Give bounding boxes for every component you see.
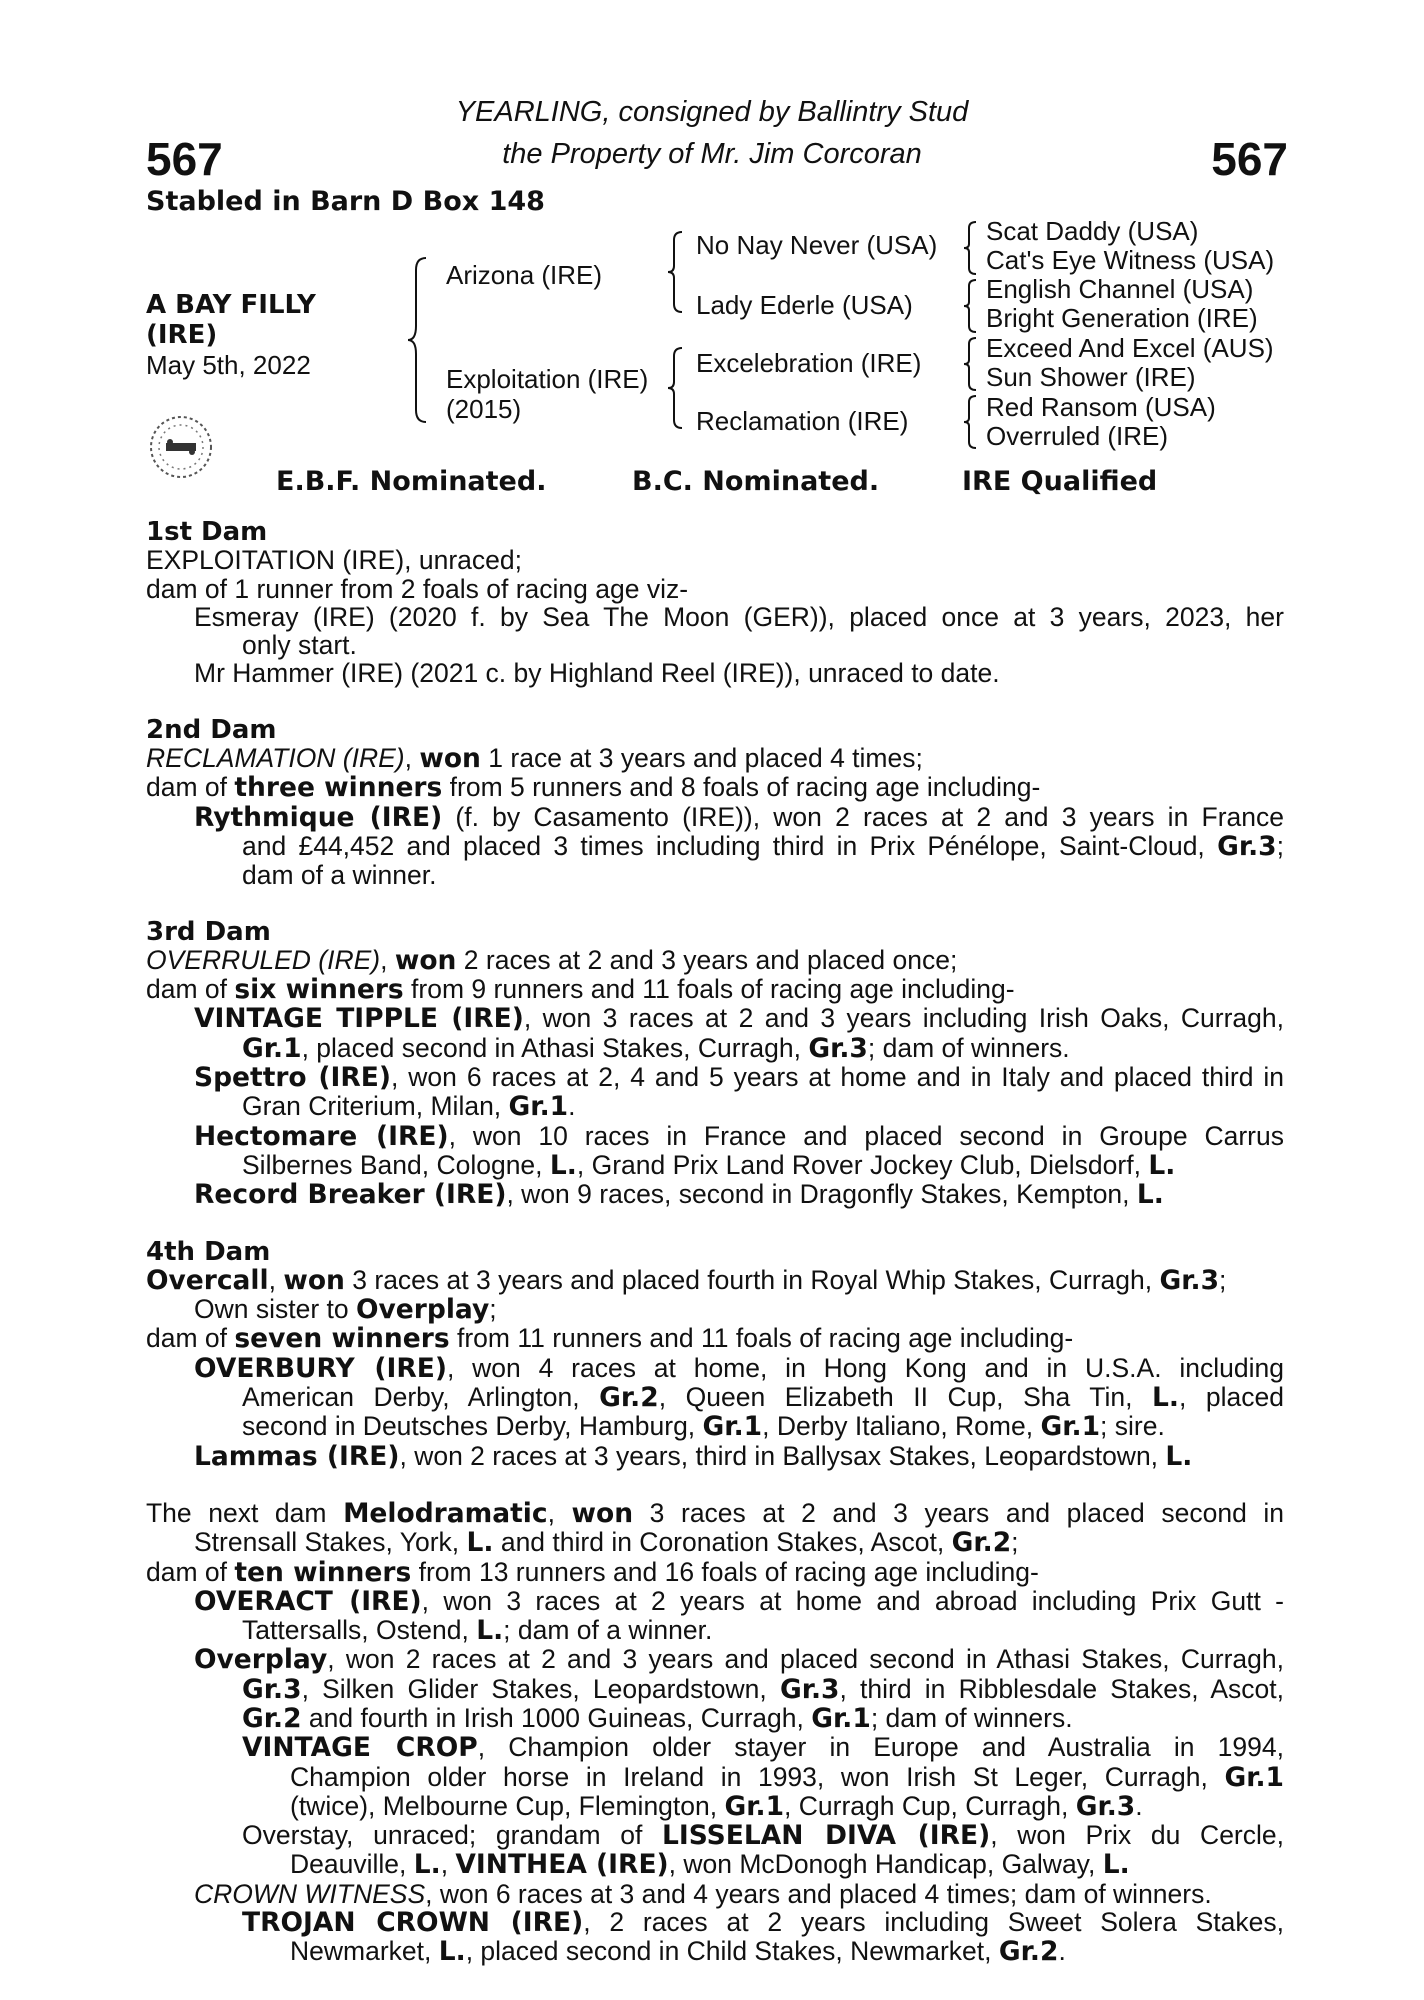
- dam1-line: EXPLOITATION (IRE), unraced;: [146, 545, 523, 576]
- next-dam-line: VINTAGE CROP, Champion older stayer in Europe and Australia in 1994,: [242, 1732, 1284, 1764]
- pedigree-gen3-8: Overruled (IRE): [986, 421, 1169, 451]
- dam1-heading: 1st Dam: [146, 517, 268, 547]
- pedigree-gen2-2: Lady Ederle (USA): [696, 290, 913, 320]
- dam2-heading: 2nd Dam: [146, 714, 277, 745]
- pedigree-brace-gen3-4: [960, 394, 980, 450]
- pedigree-gen3-2: Cat's Eye Witness (USA): [986, 245, 1275, 275]
- next-dam-line: Newmarket, L., placed second in Child Stakes, Newmarket, Gr.2.: [290, 1936, 1066, 1968]
- pedigree-gen2-4: Reclamation (IRE): [696, 406, 909, 436]
- dam4-line: Own sister to Overplay;: [194, 1294, 497, 1326]
- dam3-line: VINTAGE TIPPLE (IRE), won 3 races at 2 and 3 years including Irish Oaks, Curragh,: [194, 1003, 1284, 1035]
- pedigree-brace-gen3-1: [960, 220, 980, 276]
- next-dam-line: Champion older horse in Ireland in 1993, won Irish St Leger, Curragh, Gr.1: [290, 1761, 1284, 1793]
- dam3-heading: 3rd Dam: [146, 916, 271, 947]
- next-dam-line: The next dam Melodramatic, won 3 races at 2 and 3 years and placed second in: [146, 1497, 1285, 1529]
- next-dam-line: Overplay, won 2 races at 2 and 3 years and placed second in Athasi Stakes, Curragh,: [194, 1644, 1284, 1676]
- pedigree-gen2-1: No Nay Never (USA): [696, 230, 938, 260]
- pedigree-gen2-3: Excelebration (IRE): [696, 348, 922, 378]
- dam4-line: Overcall, won 3 races at 3 years and placed fourth in Royal Whip Stakes, Curragh, Gr.3;: [146, 1264, 1227, 1296]
- pedigree-brace-main: [404, 256, 434, 424]
- dam-foaling-year: (2015): [446, 394, 522, 424]
- stabled-location: Stabled in Barn D Box 148: [146, 186, 545, 217]
- bc-nomination: B.C. Nominated.: [632, 466, 880, 497]
- dam1-line: Mr Hammer (IRE) (2021 c. by Highland Reel (IRE)), unraced to date.: [194, 658, 1000, 689]
- dam1-line: Esmeray (IRE) (2020 f. by Sea The Moon (GER)), placed once at 3 years, 2023, her: [194, 601, 1284, 632]
- next-dam-line: Overstay, unraced; grandam of LISSELAN DIVA (IRE), won Prix du Cercle,: [242, 1820, 1284, 1852]
- next-dam-line: (twice), Melbourne Cup, Flemington, Gr.1, Curragh Cup, Curragh, Gr.3.: [290, 1790, 1143, 1822]
- dam2-line: RECLAMATION (IRE), won 1 race at 3 years and placed 4 times;: [146, 743, 923, 775]
- dam3-line: Gr.1, placed second in Athasi Stakes, Curragh, Gr.3; dam of winners.: [242, 1032, 1070, 1064]
- next-dam-line: Tattersalls, Ostend, L.; dam of a winner.: [242, 1615, 713, 1647]
- dam4-line: second in Deutsches Derby, Hamburg, Gr.1, Derby Italiano, Rome, Gr.1; sire.: [242, 1411, 1165, 1443]
- dam1-line: dam of 1 runner from 2 foals of racing age viz-: [146, 573, 689, 604]
- pedigree-gen3-4: Bright Generation (IRE): [986, 303, 1258, 333]
- pedigree-brace-sire: [664, 230, 686, 314]
- dam2-line: and £44,452 and placed 3 times including third in Prix Pénélope, Saint-Cloud, Gr.3;: [242, 830, 1284, 862]
- lot-number-left: 567: [146, 133, 223, 185]
- pedigree-gen3-1: Scat Daddy (USA): [986, 216, 1199, 246]
- horse-description: A BAY FILLY: [146, 290, 316, 320]
- pedigree-gen3-7: Red Ransom (USA): [986, 392, 1216, 422]
- dam4-line: dam of seven winners from 11 runners and 11 foals of racing age including-: [146, 1323, 1074, 1355]
- produce-record: [146, 518, 1284, 1967]
- dam1-line: only start.: [242, 630, 357, 661]
- next-dam-line: Gr.3, Silken Glider Stakes, Leopardstown, Gr.3, third in Ribblesdale Stakes, Ascot,: [242, 1673, 1284, 1705]
- ebf-nomination: E.B.F. Nominated.: [276, 466, 547, 497]
- dam3-line: Gran Criterium, Milan, Gr.1.: [242, 1091, 576, 1123]
- property-line: the Property of Mr. Jim Corcoran: [502, 138, 922, 170]
- dam2-line: Rythmique (IRE) (f. by Casamento (IRE)), won 2 races at 2 and 3 years in France: [194, 801, 1284, 833]
- dam2-line: dam of a winner.: [242, 860, 437, 891]
- dam2-line: dam of three winners from 5 runners and 8 foals of racing age including-: [146, 772, 1041, 804]
- next-dam-line: dam of ten winners from 13 runners and 16 foals of racing age including-: [146, 1556, 1039, 1588]
- dam4-line: American Derby, Arlington, Gr.2, Queen Elizabeth II Cup, Sha Tin, L., placed: [242, 1382, 1284, 1414]
- consignment-line: YEARLING, consigned by Ballintry Stud: [455, 96, 969, 128]
- stud-seal-icon: [146, 412, 216, 482]
- dam4-line: OVERBURY (IRE), won 4 races at home, in Hong Kong and in U.S.A. including: [194, 1352, 1284, 1384]
- pedigree-brace-gen3-3: [960, 336, 980, 392]
- horse-dob: May 5th, 2022: [146, 350, 311, 380]
- pedigree-brace-gen3-2: [960, 278, 980, 334]
- dam4-heading: 4th Dam: [146, 1236, 271, 1267]
- lot-number-right: 567: [1211, 133, 1288, 185]
- dam3-line: Silbernes Band, Cologne, L., Grand Prix Land Rover Jockey Club, Dielsdorf, L.: [242, 1149, 1176, 1181]
- next-dam-line: Strensall Stakes, York, L. and third in Coronation Stakes, Ascot, Gr.2;: [194, 1527, 1019, 1559]
- dam-name: Exploitation (IRE): [446, 364, 649, 394]
- horse-origin: (IRE): [146, 320, 218, 350]
- dam3-line: Record Breaker (IRE), won 9 races, second in Dragonfly Stakes, Kempton, L.: [194, 1179, 1164, 1211]
- dam3-line: dam of six winners from 9 runners and 11 foals of racing age including-: [146, 974, 1015, 1006]
- next-dam-line: CROWN WITNESS, won 6 races at 3 and 4 years and placed 4 times; dam of winners.: [194, 1878, 1212, 1909]
- next-dam-line: Gr.2 and fourth in Irish 1000 Guineas, Curragh, Gr.1; dam of winners.: [242, 1702, 1073, 1734]
- dam3-line: OVERRULED (IRE), won 2 races at 2 and 3 years and placed once;: [146, 944, 958, 976]
- next-dam-line: OVERACT (IRE), won 3 races at 2 years at home and abroad including Prix Gutt -: [194, 1585, 1284, 1617]
- pedigree-gen3-6: Sun Shower (IRE): [986, 362, 1196, 392]
- pedigree-gen3-3: English Channel (USA): [986, 274, 1254, 304]
- next-dam-line: TROJAN CROWN (IRE), 2 races at 2 years including Sweet Solera Stakes,: [242, 1907, 1284, 1939]
- dam4-line: Lammas (IRE), won 2 races at 3 years, third in Ballysax Stakes, Leopardstown, L.: [194, 1440, 1193, 1472]
- ire-qualification: IRE Qualified: [962, 466, 1158, 497]
- dam3-line: Spettro (IRE), won 6 races at 2, 4 and 5 years at home and in Italy and placed third in: [194, 1062, 1284, 1094]
- dam3-line: Hectomare (IRE), won 10 races in France and placed second in Groupe Carrus: [194, 1120, 1284, 1152]
- sire-name: Arizona (IRE): [446, 260, 603, 290]
- pedigree-gen3-5: Exceed And Excel (AUS): [986, 333, 1274, 363]
- pedigree-brace-dam: [664, 346, 686, 430]
- next-dam-line: Deauville, L., VINTHEA (IRE), won McDonogh Handicap, Galway, L.: [290, 1849, 1130, 1881]
